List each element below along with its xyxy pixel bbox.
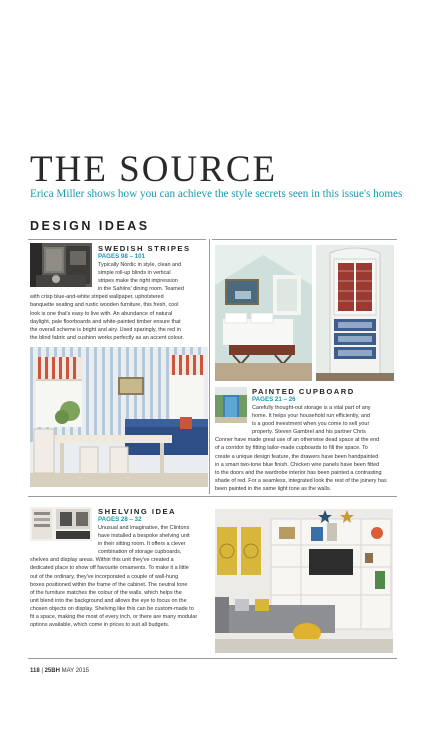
text-line: dedicated place to show off favourite ornaments. To make it a little xyxy=(30,565,189,572)
painted-cupboard-photo xyxy=(316,245,394,381)
text-line: chosen objects on display. Shelving like this can be custom-made to xyxy=(30,605,194,612)
text-line: fit a space, making the most of every inch, or there are many modular xyxy=(30,614,198,621)
story-body xyxy=(215,404,387,493)
story-heading: SHELVING IDEA xyxy=(98,507,177,516)
sitting-room-shelving-photo xyxy=(215,509,393,653)
text-line: shelves and display areas. Within this unit they've created a xyxy=(30,557,174,564)
text-line: of a corridor by fitting tailor-made cupboards to fill the space. To xyxy=(215,445,368,452)
text-line: been painted in the same light tone as the walls. xyxy=(215,485,332,492)
text-line: property. Steven Gambrel and his partner Chris xyxy=(252,429,366,436)
story-heading: SWEDISH STRIPES xyxy=(98,244,191,253)
text-line: daylight, pale floorboards and white-painted timber ensure that xyxy=(30,318,181,325)
story-pages: PAGES 21 – 26 xyxy=(252,396,296,403)
text-line: create a unique design feature, the drawers have been handpainted xyxy=(215,453,379,460)
text-line: banquette seating and rustic wooden furniture, this fresh, cool xyxy=(30,302,179,309)
text-line: home. It helps your household run efficiently, and xyxy=(252,413,370,420)
rule-middle xyxy=(28,496,397,497)
dining-room-photo xyxy=(30,347,208,487)
rule-top-right xyxy=(212,239,397,240)
page-subtitle: Erica Miller shows how you can achieve the style secrets seen in this issue's homes xyxy=(30,188,403,200)
text-line: boxes positioned within the frame of the cabinet. The neutral tone xyxy=(30,581,188,588)
text-line: out of the ordinary, they've incorporated a couple of wall-hung xyxy=(30,573,179,580)
rule-bottom xyxy=(28,658,397,659)
footer-separator: | xyxy=(41,668,45,674)
text-line: combination of storage cupboards, xyxy=(98,549,182,556)
story-pages: PAGES 28 – 32 xyxy=(98,516,142,523)
section-heading: DESIGN IDEAS xyxy=(30,219,150,233)
text-line: unit blend into the background and allows the eye to focus on the xyxy=(30,597,187,604)
text-line: Conner have made great use of an otherwise dead space at the end xyxy=(215,437,380,444)
text-line: of the furniture matches the colour of the walls, which helps the xyxy=(30,589,182,596)
text-line: in their sitting room. It offers a clever xyxy=(98,541,186,548)
story-body xyxy=(30,524,197,629)
page-footer xyxy=(30,668,89,674)
text-line: Typically Nordic in style, clean and xyxy=(98,262,182,268)
page-number: 118 xyxy=(30,668,40,674)
text-line: in a smart two-tone blue finish. Chicken wire panels have been fitted xyxy=(215,461,380,468)
story-body xyxy=(30,261,184,342)
issue-date: MAY 2015 xyxy=(61,668,90,674)
story-heading: PAINTED CUPBOARD xyxy=(252,387,355,396)
text-line: the blind fabric and cushion works perfectly as an accent colour. xyxy=(30,334,184,341)
column-divider xyxy=(209,239,210,494)
text-line: the overall scheme is bright and airy. Used sparingly, the red in xyxy=(30,326,181,333)
text-line: options available, which come in prices to suit all budgets. xyxy=(30,622,170,629)
story-pages: PAGES 98 – 101 xyxy=(98,253,146,260)
text-line: Unusual and imaginative, the Clintons xyxy=(98,525,190,531)
text-line: stripes make the right impression xyxy=(98,278,178,285)
text-line: with crisp blue-and-white striped wallpaper, upholstered xyxy=(30,294,164,301)
text-line: is a good investment when you come to sell your xyxy=(252,421,370,428)
text-line: look is one that's easy to live with. An abundance of natural xyxy=(30,310,173,317)
text-line: shade of red. For a seamless, integrated look the rest of the joinery has xyxy=(215,477,387,484)
page-title: THE SOURCE xyxy=(30,149,278,190)
text-line: to the doors and the wardrobe interior has been painted a contrasting xyxy=(215,469,382,476)
text-line: in the Sahlins' dining room. Teamed xyxy=(98,286,184,293)
text-line: Carefully thought-out storage is a vital part of any xyxy=(252,405,371,411)
magazine-name: 25BH xyxy=(44,668,60,674)
text-line: simple roll-up blinds in vertical xyxy=(98,270,171,277)
text-line: have installed a bespoke shelving unit xyxy=(98,533,190,540)
rule-top-left xyxy=(28,239,206,240)
bedroom-photo xyxy=(215,245,312,381)
